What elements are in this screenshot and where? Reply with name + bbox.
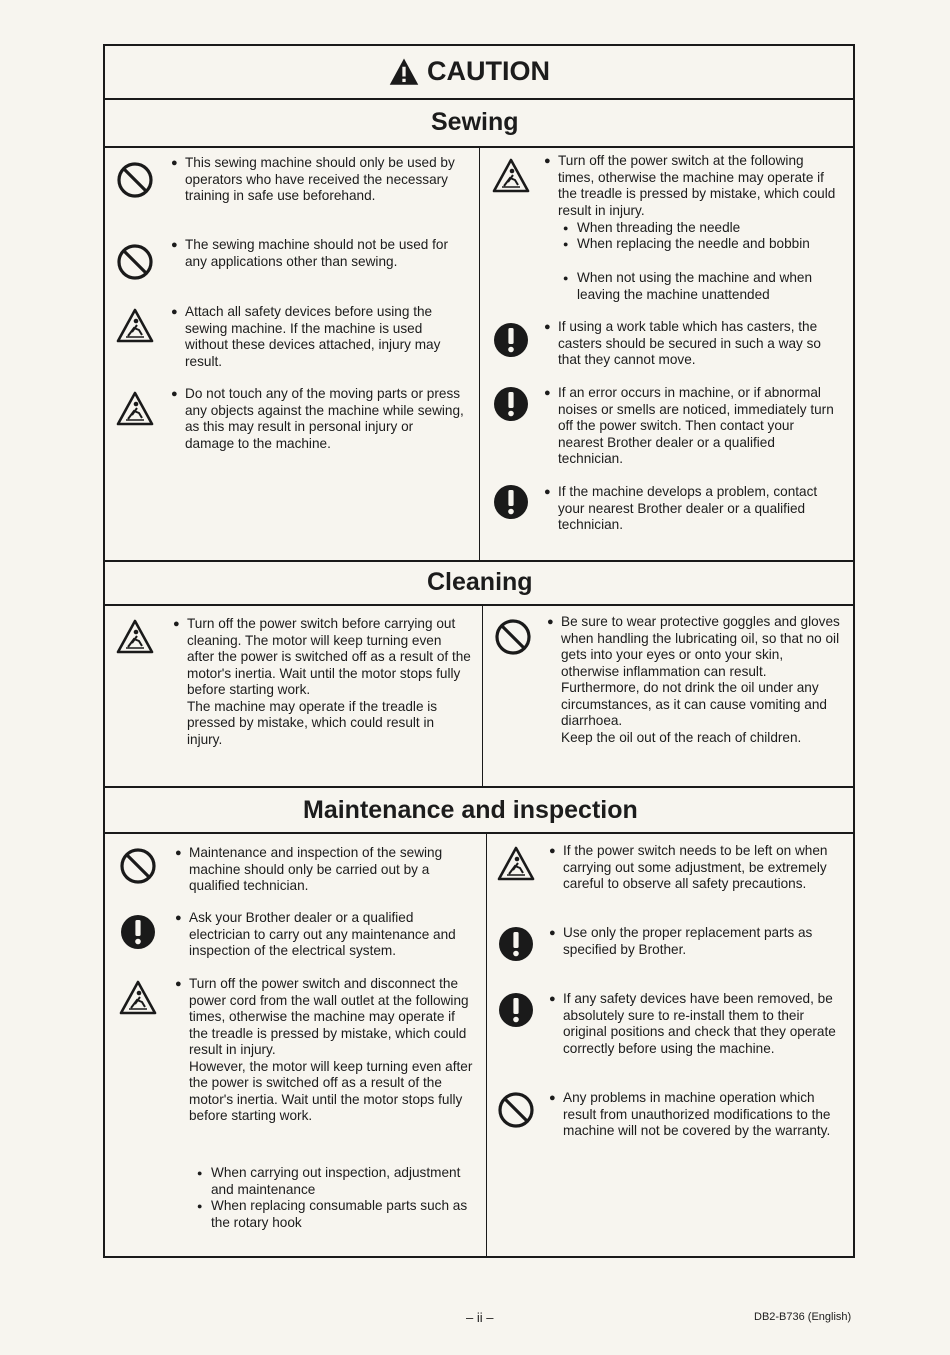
prohibition-icon xyxy=(118,846,158,886)
list-item: ● This sewing machine should only be used by operators who have received the necessary training in safe use beforehand. xyxy=(171,155,455,203)
list-item: ● Turn off the power switch before carrying out cleaning. The motor will keep turning even after the power is switched off as a result of the motor's inertia. Wait until the motor stops fully before starting work. The machine may operate if the treadle is pressed by mistake, which could result in injury. xyxy=(173,616,471,747)
list-item: ● Be sure to wear protective goggles and gloves when handling the lubricating oil, so that no oil gets into your eyes or onto your skin, otherwise inflammation can result. Furthermore, do not drink the oil under any circumstances, as it can cause vomiting and diarrhoea. Keep the oil out of the reach of children. xyxy=(547,614,840,745)
mandatory-action-icon xyxy=(118,912,158,952)
sub-item: ● When threading the needle xyxy=(563,220,741,235)
list-item: ● Use only the proper replacement parts as specified by Brother. xyxy=(549,925,813,957)
list-item: ● If any safety devices have been removed, be absolutely sure to re-install them to their original positions and check that they operate correctly before using the machine. xyxy=(549,991,836,1056)
list-item: ● If an error occurs in machine, or if abnormal noises or smells are noticed, immediately turn off the power switch. Then contact your nearest Brother dealer or a qualified technician. xyxy=(544,385,834,466)
mandatory-action-icon xyxy=(491,384,531,424)
sub-item: ● When not using the machine and when leaving the machine unattended xyxy=(563,270,813,302)
list-item: ● Attach all safety devices before using the sewing machine. If the machine is used without these devices attached, injury may result. xyxy=(171,304,441,369)
divider xyxy=(105,832,853,834)
list-item: ● Do not touch any of the moving parts or press any objects against the machine while sewing, as this may result in personal injury or damage to the machine. xyxy=(171,386,464,451)
injury-warning-icon xyxy=(115,617,155,657)
list-item: ● Maintenance and inspection of the sewing machine should only be carried out by a qualified technician. xyxy=(175,845,443,893)
injury-warning-icon xyxy=(115,306,155,346)
divider xyxy=(105,98,853,100)
section-title-sewing: Sewing xyxy=(431,108,519,136)
sub-item: ● When carrying out inspection, adjustment and maintenance xyxy=(197,1165,461,1197)
prohibition-icon xyxy=(115,242,155,282)
prohibition-icon xyxy=(496,1090,536,1130)
mandatory-action-icon xyxy=(491,482,531,522)
mandatory-action-icon xyxy=(496,924,536,964)
column-divider xyxy=(486,832,487,1256)
sub-item: ● When replacing the needle and bobbin xyxy=(563,236,810,251)
page-number: – ii – xyxy=(466,1310,494,1325)
list-item: ● Turn off the power switch at the following times, otherwise the machine may operate if the treadle is pressed by mistake, which could result in injury. xyxy=(544,153,836,218)
injury-warning-icon xyxy=(118,978,158,1018)
prohibition-icon xyxy=(493,617,533,657)
list-item: ● If the power switch needs to be left on when carrying out some adjustment, be extremely careful to observe all safety precautions. xyxy=(549,843,828,891)
list-item: ● Turn off the power switch and disconnect the power cord from the wall outlet at the following times, otherwise the machine may operate if the treadle is pressed by mistake, which could result in injury. However, the motor will keep turning even after the power is switched off as a result of the motor's inertia. Wait until the motor stops fully before starting work. xyxy=(175,976,473,1123)
list-item: ● If the machine develops a problem, contact your nearest Brother dealer or a qualified technician. xyxy=(544,484,818,532)
divider xyxy=(105,604,853,606)
list-item: ● Any problems in machine operation which result from unauthorized modifications to the machine will not be covered by the warranty. xyxy=(549,1090,831,1138)
column-divider xyxy=(479,146,480,560)
sub-item: ● When replacing consumable parts such as the rotary hook xyxy=(197,1198,468,1230)
injury-warning-icon xyxy=(491,156,531,196)
prohibition-icon xyxy=(115,160,155,200)
mandatory-action-icon xyxy=(496,990,536,1030)
document-code: DB2-B736 (English) xyxy=(754,1311,852,1323)
caution-header xyxy=(387,56,550,87)
list-item: ● If using a work table which has casters, the casters should be secured in such a way so that they cannot move. xyxy=(544,319,821,367)
column-divider xyxy=(482,604,483,786)
divider xyxy=(105,786,853,788)
list-item: ● Ask your Brother dealer or a qualified electrician to carry out any maintenance and inspection of the electrical system. xyxy=(175,910,456,958)
injury-warning-icon xyxy=(496,844,536,884)
section-title-maintenance: Maintenance and inspection xyxy=(303,796,638,824)
mandatory-action-icon xyxy=(491,320,531,360)
injury-warning-icon xyxy=(115,389,155,429)
caution-title: CAUTION xyxy=(427,56,550,86)
caution-frame xyxy=(103,44,855,1258)
caution-triangle-icon xyxy=(387,57,421,87)
section-title-cleaning: Cleaning xyxy=(427,568,533,596)
divider xyxy=(105,560,853,562)
list-item: ● The sewing machine should not be used for any applications other than sewing. xyxy=(171,237,448,269)
